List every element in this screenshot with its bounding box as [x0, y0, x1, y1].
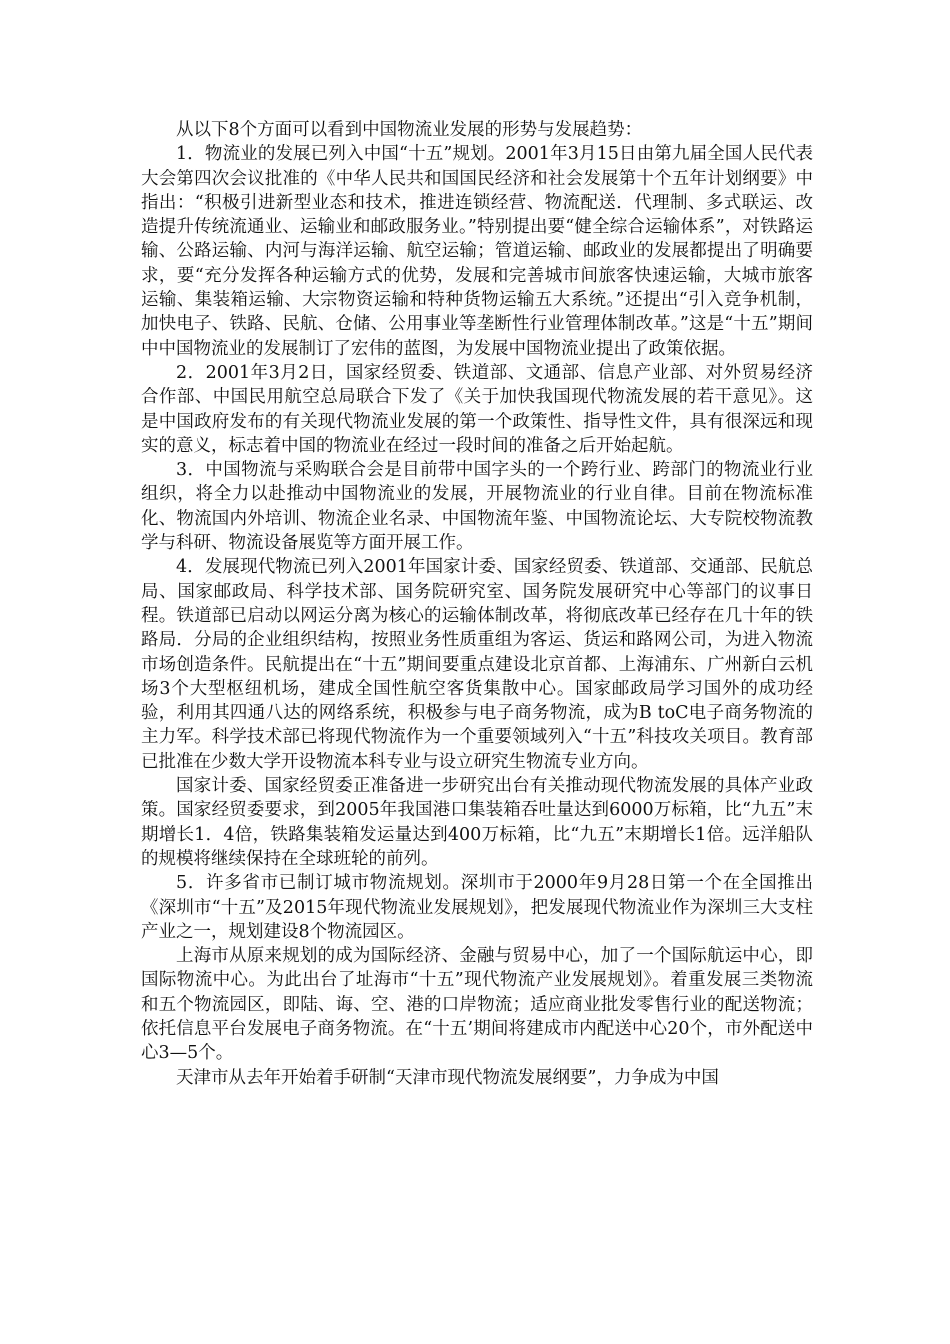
paragraph-shanghai: 上海市从原来规划的成为国际经济、金融与贸易中心，加了一个国际航运中心，即国际物流中心。为此出台了址海市“十五”现代物流产业发展规划》。着重发展三类物流和五个物流园区，即陆、诲、空、港的口岸物流；适应商业批发零售行业的配送物流；依托信息平台发展电子商务物流。在“十五’期间将建成市内配送中心20个，市外配送中心3—5个。: [141, 946, 813, 1064]
paragraph-point-4: 4．发展现代物流已列入2001年国家计委、国家经贸委、铁道部、交通部、民航总局、国家邮政局、科学技术部、国务院研究室、国务院发展研究中心等部门的议事日程。铁道部已启动以网运分离为核心的运输体制改革，将彻底改革已经存在几十年的铁路局．分局的企业组织结构，按照业务性质重组为客运、货运和路网公司，为进入物流市场创造条件。民航提出在“十五”期间要重点建设北京首都、上海浦东、广州新白云机场3个大型枢纽机场，建成全国性航空客货集散中心。国家邮政局学习国外的成功经验，利用其四通八达的网络系统，积极参与电子商务物流，成为B toC电子商务物流的主力军。科学技术部已将现代物流作为一个重要领域列入“十五”科技攻关项目。教育部已批准在少数大学开设物流本科专业与设立研究生物流专业方向。: [141, 557, 813, 772]
paragraph-intro: 从以下8个方面可以看到中国物流业发展的形势与发展趋势：: [176, 120, 643, 140]
paragraph-point-2: 2．2001年3月2日，国家经贸委、铁道部、文通部、信息产业部、对外贸易经济合作部、中国民用航空总局联合下发了《关于加快我国现代物流发展的若干意见》。这是中国政府发布的有关现代物流业发展的第一个政策性、指导性文件，具有很深远和现实的意义，标志着中国的物流业在经过一段时间的准备之后开始起航。: [141, 362, 813, 456]
paragraph-point-4-continued: 国家计委、国家经贸委正准备进一步研究出台有关推动现代物流发展的具体产业政策。国家经贸委要求，到2005年我国港口集装箱吞吐量达到6000万标箱，比“九五”末期增长1．4倍，铁路集装箱发运量达到400万标箱，比“九五”末期增长1倍。远洋船队的规模将继续保持在全球班轮的前列。: [141, 776, 813, 869]
paragraph-point-1: 1．物流业的发展已列入中国“十五”规划。2001年3月15日由第九届全国人民代表大会第四次会议批准的《中华人民共和国国民经济和社会发展第十个五年计划纲要》中指出：“积极引进新型业态和技术，推进连锁经营、物流配送．代理制、多式联运、改造提升传统流通业、运输业和邮政服务业。”特别提出要“健全综合运输体系”，对铁路运输、公路运输、内河与海洋运输、航空运输；管道运输、邮政业的发展都提出了明确要求，要“充分发挥各种运输方式的优势，发展和完善城市间旅客快速运输，大城市旅客运输、集装箱运输、大宗物资运输和特种货物运输五大系统。”还提出“引入竞争机制，加快电子、铁路、民航、仓储、公用事业等垄断性行业管理体制改革。”这是“十五”期间中中国物流业的发展制订了宏伟的蓝图，为发展中国物流业提出了政策依据。: [141, 144, 813, 359]
document-page: [141, 118, 813, 1090]
paragraph-point-5: 5．许多省市已制订城市物流规划。深圳市于2000年9月28日第一个在全国推出《深圳市“十五”及2015年现代物流业发展规划》，把发展现代物流业作为深圳三大支柱产业之一，规划建设8个物流园区。: [141, 873, 813, 942]
paragraph-tianjin: 天津市从去年开始着手研制“天津市现代物流发展纲要”，力争成为中国: [176, 1067, 719, 1088]
paragraph-point-3: 3．中国物流与采购联合会是目前带中国字头的一个跨行业、跨部门的物流业行业组织，将全力以赴推动中国物流业的发展，开展物流业的行业自律。目前在物流标准化、物流国内外培训、物流企业名录、中国物流年鉴、中国物流论坛、大专院校物流教学与科研、物流设备展览等方面开展工作。: [141, 460, 813, 554]
